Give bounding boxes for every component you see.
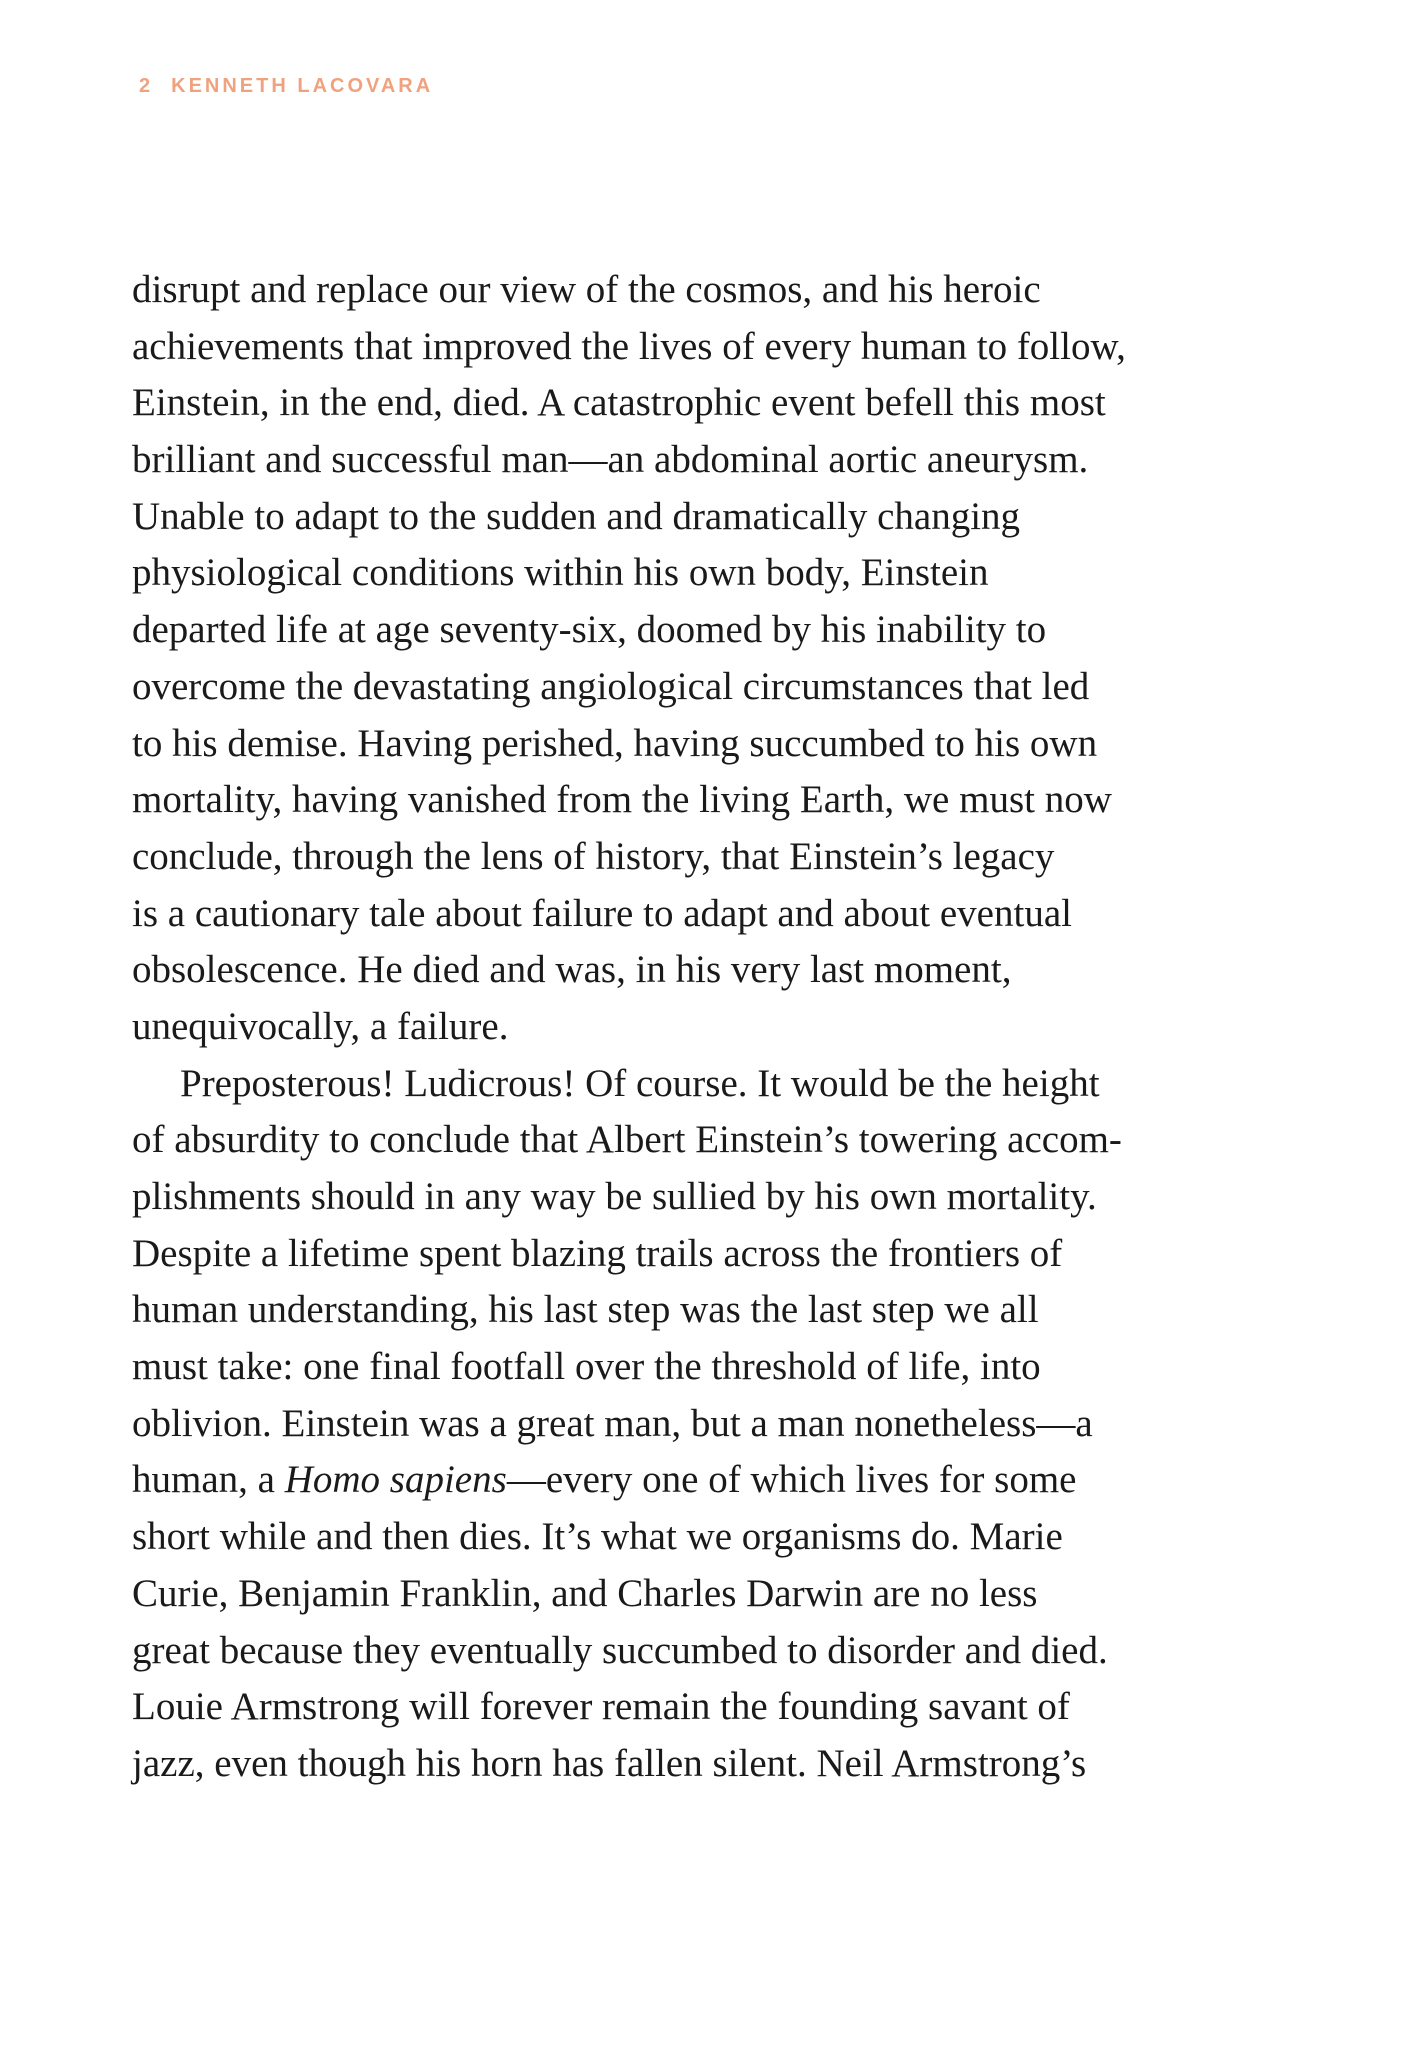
text-line: Curie, Benjamin Franklin, and Charles Darwin are no less — [132, 1571, 1038, 1615]
text-line: great because they eventually succumbed to disorder and died. — [132, 1628, 1108, 1672]
paragraph-1 — [132, 262, 1272, 1056]
author-name: KENNETH LACOVARA — [171, 75, 434, 97]
text-line: brilliant and successful man—an abdominal aortic aneurysm. — [132, 438, 1089, 482]
text-line: oblivion. Einstein was a great man, but a man nonetheless—a — [132, 1401, 1093, 1445]
text-line: Unable to adapt to the sudden and dramatically changing — [132, 494, 1021, 538]
text-line: is a cautionary tale about failure to adapt and about eventual — [132, 891, 1072, 935]
text-line: overcome the devastating angiological circumstances that led — [132, 664, 1090, 708]
text-line: unequivocally, a failure. — [132, 1004, 509, 1048]
text-line: departed life at age seventy-six, doomed by his inability to — [132, 608, 1047, 652]
text-line-with-italic — [132, 1452, 1272, 1509]
text-segment: human, a — [132, 1458, 285, 1502]
text-line: Louie Armstrong will forever remain the founding savant of — [132, 1685, 1070, 1729]
text-line: must take: one final footfall over the threshold of life, into — [132, 1345, 1041, 1389]
text-line: short while and then dies. It’s what we organisms do. Marie — [132, 1515, 1063, 1559]
text-line: conclude, through the lens of history, that Einstein’s legacy — [132, 834, 1055, 878]
text-line: achievements that improved the lives of every human to follow, — [132, 324, 1126, 368]
text-line: Einstein, in the end, died. A catastrophic event befell this most — [132, 381, 1106, 425]
text-line: mortality, having vanished from the living Earth, we must now — [132, 778, 1112, 822]
paragraph-2 — [132, 1056, 1272, 1793]
body-text — [132, 262, 1272, 1793]
text-line: plishments should in any way be sullied by his own mortality. — [132, 1175, 1097, 1218]
text-line: Preposterous! Ludicrous! Of course. It would be the height — [180, 1061, 1100, 1105]
text-line: disrupt and replace our view of the cosmos, and his heroic — [132, 268, 1041, 311]
text-segment: —every one of which lives for some — [506, 1458, 1077, 1502]
text-line: jazz, even though his horn has fallen silent. Neil Armstrong’s — [132, 1741, 1087, 1785]
text-line: physiological conditions within his own body, Einstein — [132, 551, 989, 595]
text-line: of absurdity to conclude that Albert Einstein’s towering accom- — [132, 1118, 1122, 1162]
running-head — [139, 75, 433, 98]
text-line: Despite a lifetime spent blazing trails across the frontiers of — [132, 1231, 1063, 1275]
italic-term: Homo sapiens — [284, 1458, 507, 1502]
text-line: obsolescence. He died and was, in his very last moment, — [132, 948, 1012, 992]
text-line: human understanding, his last step was the last step we all — [132, 1288, 1039, 1332]
text-line: to his demise. Having perished, having succumbed to his own — [132, 721, 1098, 765]
page-number: 2 — [139, 75, 154, 97]
